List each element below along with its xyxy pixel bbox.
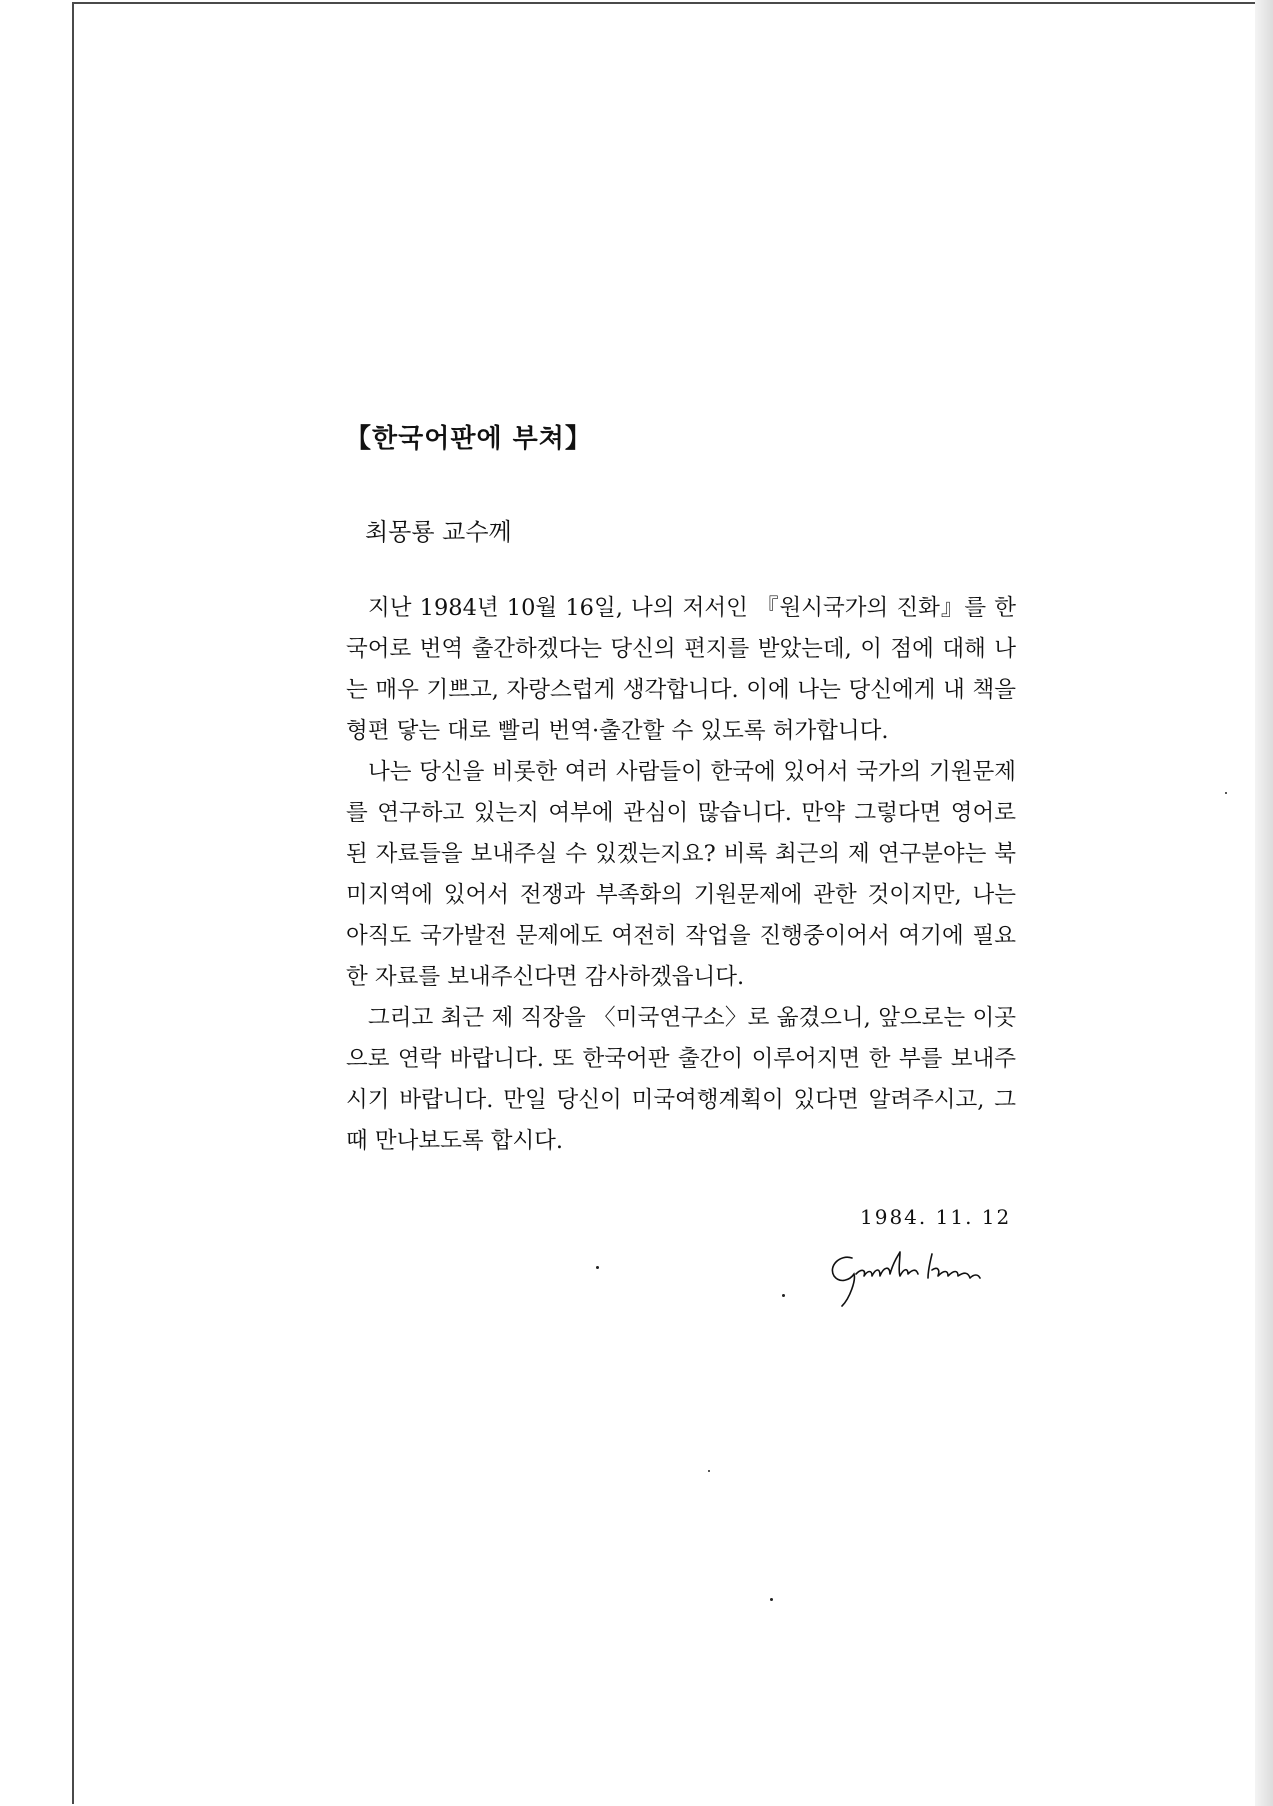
page-edge-shadow bbox=[1255, 0, 1273, 1806]
scan-speck bbox=[1225, 792, 1227, 794]
letter-body bbox=[346, 588, 1016, 1162]
scan-speck bbox=[782, 1294, 785, 1297]
paragraph-2: 나는 당신을 비롯한 여러 사람들이 한국에 있어서 국가의 기원문제를 연구하고 있는지 여부에 관심이 많습니다. 만약 그렇다면 영어로 된 자료들을 보내주실 수 있겠는지요? 비록 최근의 제 연구분야는 북미지역에 있어서 전쟁과 부족화의 기원문제에 관한 것이지만, 나는 아직도 국가발전 문제에도 여전히 작업을 진행중이어서 여기에 필요한 자료를 보내주신다면 감사하겠읍니다. bbox=[346, 759, 1016, 990]
handwritten-signature bbox=[820, 1240, 1000, 1310]
letter-date: 1984. 11. 12 bbox=[860, 1205, 1012, 1229]
page-title: 【한국어판에 부쳐】 bbox=[345, 424, 592, 454]
paragraph-1: 지난 1984년 10월 16일, 나의 저서인 『원시국가의 진화』를 한국어로 번역 출간하겠다는 당신의 편지를 받았는데, 이 점에 대해 나는 매우 기쁘고, 자랑스럽게 생각합니다. 이에 나는 당신에게 내 책을 형편 닿는 대로 빨리 번역·출간할 수 있도록 허가합니다. bbox=[346, 595, 1016, 744]
scan-speck bbox=[770, 1598, 773, 1601]
paragraph-3: 그리고 최근 제 직장을 〈미국연구소〉로 옮겼으니, 앞으로는 이곳으로 연락 바랍니다. 또 한국어판 출간이 이루어지면 한 부를 보내주시기 바랍니다. 만일 당신이 미국여행계획이 있다면 알려주시고, 그때 만나보도록 합시다. bbox=[346, 1005, 1016, 1154]
left-margin bbox=[0, 0, 72, 1806]
scan-speck bbox=[596, 1266, 599, 1269]
scan-speck bbox=[708, 1470, 710, 1472]
salutation: 최몽룡 교수께 bbox=[365, 518, 512, 546]
